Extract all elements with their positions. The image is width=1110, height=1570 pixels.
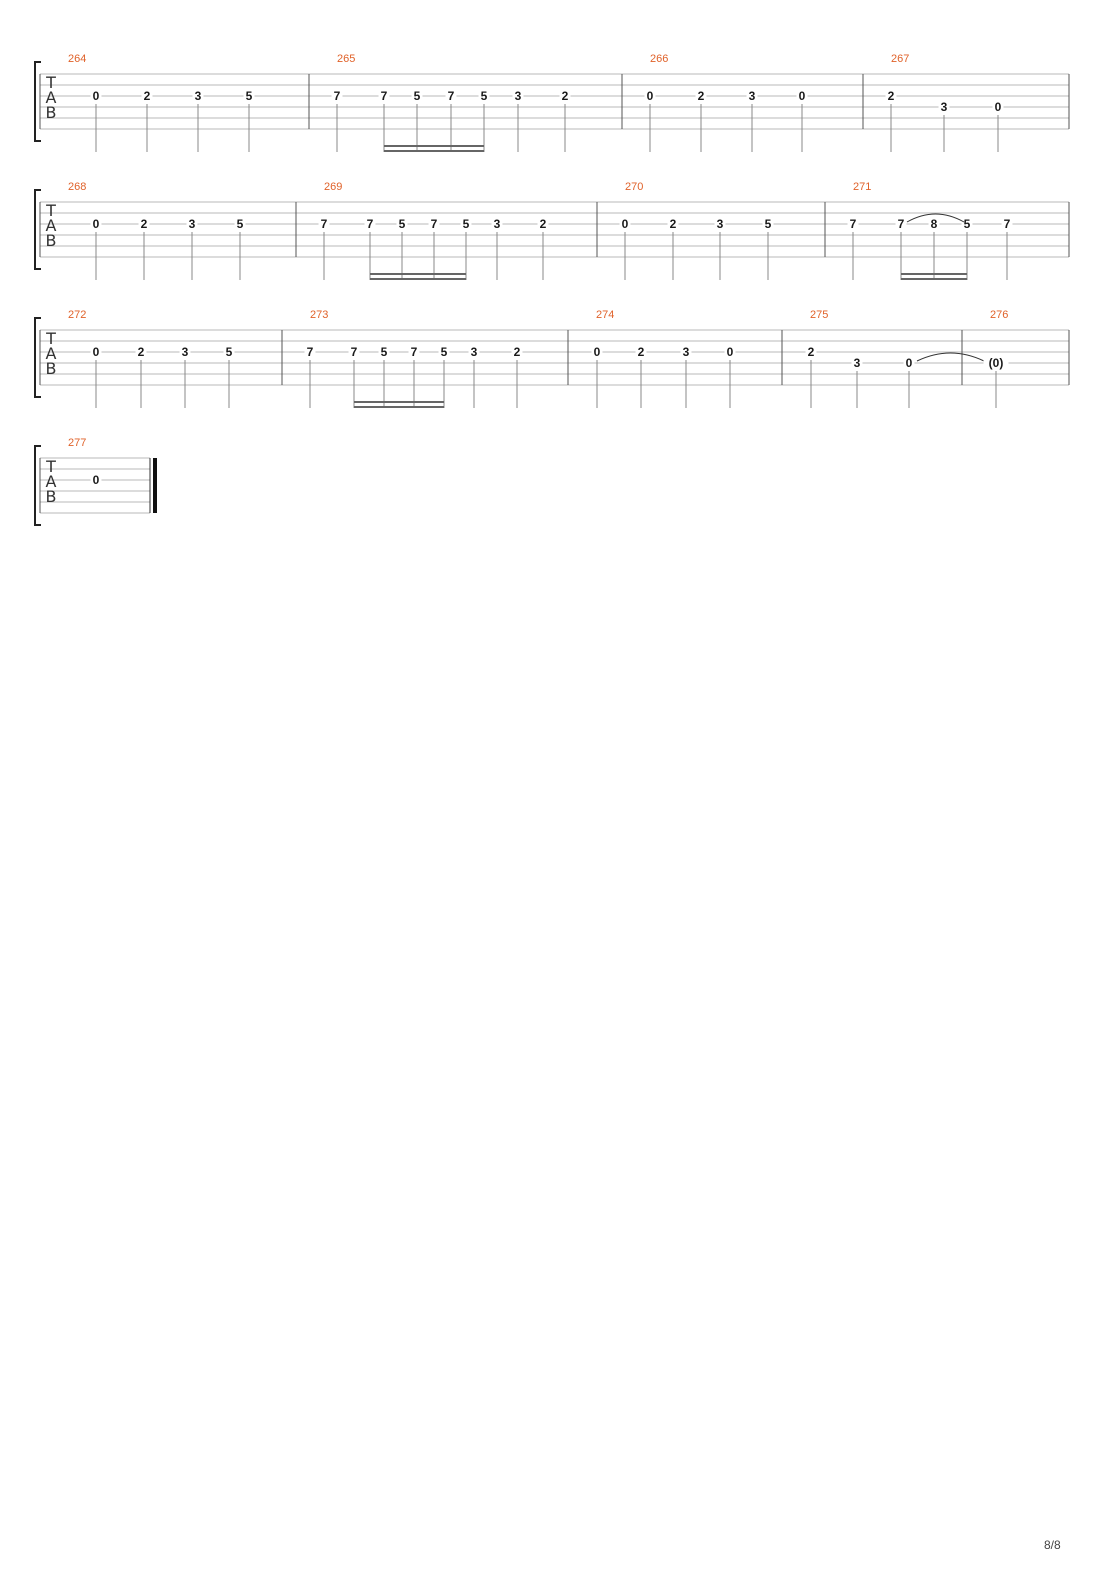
tab-system <box>35 309 1069 408</box>
fret-number: 3 <box>716 217 724 231</box>
fret-number: 0 <box>905 356 913 370</box>
tab-clef-letter: A <box>45 88 57 107</box>
fret-number: 5 <box>440 345 448 359</box>
fret-number: 2 <box>669 217 677 231</box>
measure-number: 276 <box>990 309 1009 321</box>
measure-number: 267 <box>891 53 910 65</box>
measure-number: 273 <box>310 309 329 321</box>
fret-number: 3 <box>748 89 756 103</box>
beam-line <box>384 145 484 147</box>
tab-clef-letter: A <box>45 472 57 491</box>
tab-clef-letter: A <box>45 344 57 363</box>
fret-number: 3 <box>188 217 196 231</box>
tab-clef-letter: B <box>45 487 57 506</box>
fret-number: 3 <box>853 356 861 370</box>
fret-number: 3 <box>682 345 690 359</box>
fret-number: 3 <box>514 89 522 103</box>
fret-number: 5 <box>245 89 253 103</box>
fret-number: 7 <box>306 345 314 359</box>
measure-number: 272 <box>68 309 87 321</box>
tab-clef-letter: T <box>46 457 56 476</box>
beam-line <box>370 273 466 275</box>
fret-number: 2 <box>143 89 151 103</box>
fret-number: 2 <box>561 89 569 103</box>
fret-number: 0 <box>621 217 629 231</box>
fret-number: 7 <box>430 217 438 231</box>
fret-number: 3 <box>194 89 202 103</box>
fret-number: 7 <box>350 345 358 359</box>
beam-line <box>370 278 466 280</box>
measure-number: 269 <box>324 181 343 193</box>
fret-number: 7 <box>897 217 905 231</box>
fret-number: 3 <box>470 345 478 359</box>
measure-number: 274 <box>596 309 615 321</box>
fret-number: 5 <box>963 217 971 231</box>
fret-number: 5 <box>236 217 244 231</box>
fret-number: 3 <box>940 100 948 114</box>
fret-number: 8 <box>930 217 938 231</box>
beam-line <box>901 278 967 280</box>
tab-clef-letter: T <box>46 329 56 348</box>
fret-number: 2 <box>140 217 148 231</box>
fret-number: 7 <box>447 89 455 103</box>
tab-clef-letter: A <box>45 216 57 235</box>
fret-number: 0 <box>593 345 601 359</box>
final-barline-thick <box>153 458 157 513</box>
measure-number: 265 <box>337 53 356 65</box>
fret-number: 2 <box>637 345 645 359</box>
fret-number: 5 <box>462 217 470 231</box>
fret-number: 2 <box>697 89 705 103</box>
fret-number: 2 <box>887 89 895 103</box>
fret-number: 7 <box>366 217 374 231</box>
tab-system <box>35 181 1069 280</box>
measure-number: 275 <box>810 309 829 321</box>
fret-number: 7 <box>333 89 341 103</box>
tab-clef-letter: B <box>45 231 57 250</box>
fret-number: 7 <box>849 217 857 231</box>
fret-number: 7 <box>320 217 328 231</box>
fret-number: 3 <box>181 345 189 359</box>
fret-number: 5 <box>380 345 388 359</box>
measure-number: 270 <box>625 181 644 193</box>
measure-number: 264 <box>68 53 87 65</box>
fret-number: 2 <box>513 345 521 359</box>
fret-number: 0 <box>92 89 100 103</box>
tie-arc <box>917 353 984 361</box>
measure-number: 271 <box>853 181 872 193</box>
fret-number: 0 <box>646 89 654 103</box>
fret-number: (0) <box>988 356 1004 370</box>
measure-number: 277 <box>68 437 87 449</box>
fret-number: 0 <box>994 100 1002 114</box>
tab-clef-letter: T <box>46 73 56 92</box>
measure-number: 268 <box>68 181 87 193</box>
fret-number: 0 <box>798 89 806 103</box>
fret-number: 2 <box>539 217 547 231</box>
tab-clef-letter: B <box>45 359 57 378</box>
tab-clef-letter: T <box>46 201 56 220</box>
beam-line <box>384 150 484 152</box>
fret-number: 0 <box>92 217 100 231</box>
fret-number: 5 <box>413 89 421 103</box>
fret-number: 7 <box>380 89 388 103</box>
tab-system <box>35 53 1069 152</box>
tab-system <box>35 437 157 525</box>
tab-clef-letter: B <box>45 103 57 122</box>
fret-number: 5 <box>398 217 406 231</box>
fret-number: 3 <box>493 217 501 231</box>
fret-number: 5 <box>480 89 488 103</box>
fret-number: 5 <box>225 345 233 359</box>
fret-number: 0 <box>726 345 734 359</box>
fret-number: 5 <box>764 217 772 231</box>
beam-line <box>901 273 967 275</box>
page-number: 8/8 <box>1044 1538 1061 1552</box>
fret-number: 0 <box>92 473 100 487</box>
beam-line <box>354 406 444 408</box>
beam-line <box>354 401 444 403</box>
measure-number: 266 <box>650 53 669 65</box>
fret-number: 7 <box>410 345 418 359</box>
fret-number: 2 <box>807 345 815 359</box>
fret-number: 2 <box>137 345 145 359</box>
fret-number: 7 <box>1003 217 1011 231</box>
fret-number: 0 <box>92 345 100 359</box>
